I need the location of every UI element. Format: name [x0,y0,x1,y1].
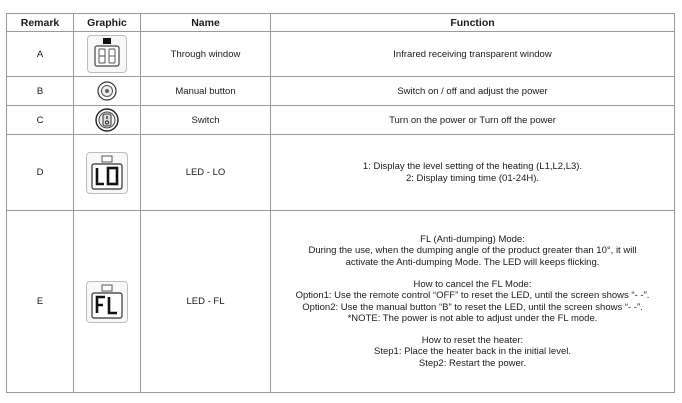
header-graphic: Graphic [74,14,141,32]
header-remark: Remark [7,14,74,32]
function-line: Step2: Restart the power. [418,357,527,369]
rocker-switch-icon [94,107,120,133]
function-line: activate the Anti-dumping Mode. The LED will keeps flicking. [345,256,600,268]
graphic-cell [74,106,141,135]
remark-cell: B [7,77,74,106]
function-line: *NOTE: The power is not able to adjust under the FL mode. [347,312,598,324]
function-line: During the use, when the dumping angle of the product greater than 10°, it will [308,245,637,257]
led-lo-display-icon [86,152,128,194]
function-line: How to cancel the FL Mode: [413,278,532,290]
led-fl-display-icon [86,281,128,323]
function-line: Infrared receiving transparent window [393,48,552,60]
remark-cell: A [7,32,74,77]
function-line: Switch on / off and adjust the power [397,85,548,97]
name-cell: Through window [141,32,271,77]
function-line: 2: Display timing time (01-24H). [405,172,540,184]
table-header-row [7,14,675,32]
specification-table [6,13,675,393]
function-line: Option2: Use the manual button “B” to reset the LED, until the screen shows “- -”. [302,301,643,313]
function-line: How to reset the heater: [421,335,524,347]
function-line: Step1: Place the heater back in the initial level. [374,346,571,358]
remark-cell: D [7,135,74,211]
graphic-cell [74,211,141,393]
function-cell [271,32,675,77]
function-cell [271,135,675,211]
function-spacer [271,324,674,335]
function-cell [271,106,675,135]
graphic-cell [74,32,141,77]
function-cell [271,211,675,393]
function-line: Option1: Use the remote control “OFF” to reset the LED, until the screen shows “- -”. [295,290,650,302]
table-row [7,135,675,211]
remark-cell: E [7,211,74,393]
table-row [7,77,675,106]
function-line: Turn on the power or Turn off the power [389,114,556,126]
name-cell: LED - FL [141,211,271,393]
graphic-cell [74,135,141,211]
infrared-window-icon [87,35,127,73]
manual-button-icon [96,80,118,102]
table-row [7,211,675,393]
function-line: 1: Display the level setting of the heating (L1,L2,L3). [362,161,583,173]
table-row [7,106,675,135]
name-cell: LED - LO [141,135,271,211]
function-line: FL (Anti-dumping) Mode: [420,234,525,246]
header-name: Name [141,14,271,32]
name-cell: Switch [141,106,271,135]
graphic-cell [74,77,141,106]
table-row [7,32,675,77]
remark-cell: C [7,106,74,135]
function-cell [271,77,675,106]
name-cell: Manual button [141,77,271,106]
function-spacer [271,268,674,279]
header-function: Function [271,14,675,32]
